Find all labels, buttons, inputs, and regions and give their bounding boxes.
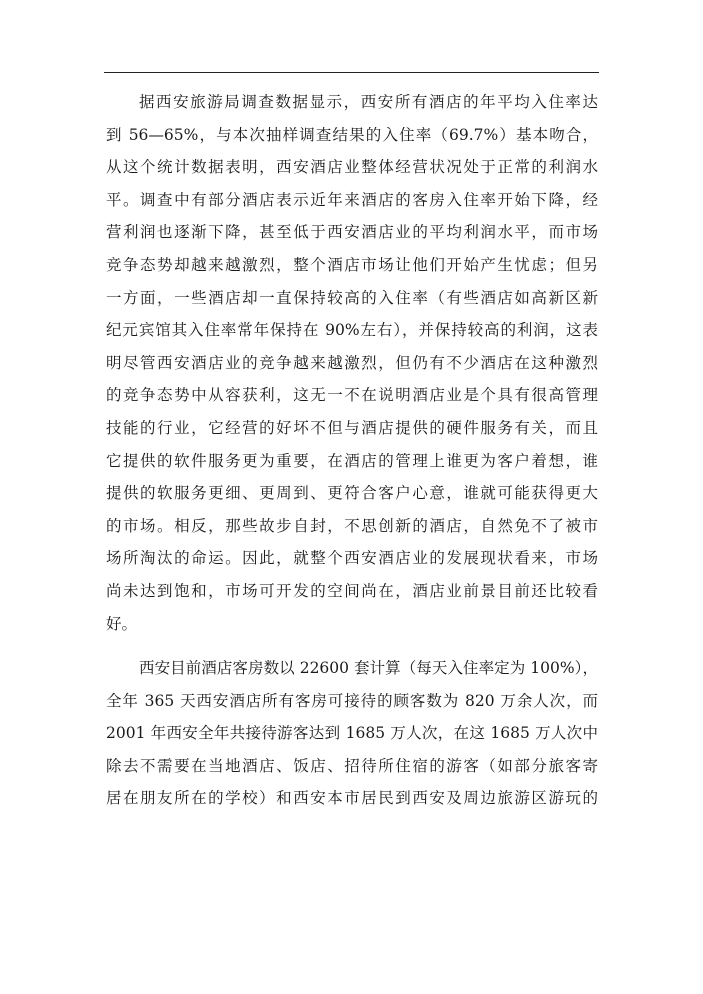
text-line: 纪元宾馆其入住率常年保持在 90%左右），并保持较高的利润，这表 — [106, 321, 598, 340]
paragraph-spacer — [106, 640, 598, 652]
text-line: 好。 — [106, 614, 138, 633]
paragraph-room-capacity — [106, 652, 598, 815]
text-line: 据西安旅游局调查数据显示，西安所有酒店的年平均入住率达 — [139, 93, 598, 111]
text-line: 场所淘汰的命运。因此，就整个西安酒店业的发展现状看来，市场 — [106, 549, 598, 568]
text-line: 平。调查中有部分酒店表示近年来酒店的客房入住率开始下降，经 — [106, 190, 598, 209]
text-line: 2001 年西安全年共接待游客达到 1685 万人次，在这 1685 万人次中 — [106, 724, 598, 743]
document-body — [106, 86, 598, 815]
text-line: 从这个统计数据表明，西安酒店业整体经营状况处于正常的利润水 — [106, 158, 598, 177]
text-line: 全年 365 天西安酒店所有客房可接待的顾客数为 820 万余人次，而 — [106, 691, 598, 710]
text-line: 它提供的软件服务更为重要，在酒店的管理上谁更为客户着想，谁 — [106, 451, 598, 470]
text-line: 一方面，一些酒店却一直保持较高的入住率（有些酒店如高新区新 — [106, 288, 598, 307]
text-line: 提供的软服务更细、更周到、更符合客户心意，谁就可能获得更大 — [106, 484, 598, 503]
text-line: 的竞争态势中从容获利，这无一不在说明酒店业是个具有很高管理 — [106, 386, 598, 405]
header-rule — [104, 72, 599, 73]
text-line: 除去不需要在当地酒店、饭店、招待所住宿的游客（如部分旅客寄 — [106, 756, 598, 775]
text-line: 营利润也逐渐下降，甚至低于西安酒店业的平均利润水平，而市场 — [106, 223, 598, 242]
text-line: 的市场。相反，那些故步自封，不思创新的酒店，自然免不了被市 — [106, 516, 598, 535]
text-line: 技能的行业，它经营的好坏不但与酒店提供的硬件服务有关，而且 — [106, 418, 598, 437]
text-line: 尚未达到饱和，市场可开发的空间尚在，酒店业前景目前还比较看 — [106, 581, 598, 600]
paragraph-hotel-occupancy — [106, 86, 598, 640]
text-line: 西安目前酒店客房数以 22600 套计算（每天入住率定为 100%）， — [139, 659, 598, 678]
text-line: 居在朋友所在的学校）和西安本市居民到西安及周边旅游区游玩的 — [106, 789, 598, 808]
text-line: 到 56—65%，与本次抽样调查结果的入住率（69.7%）基本吻合， — [106, 125, 598, 144]
text-line: 明尽管西安酒店业的竞争越来越激烈，但仍有不少酒店在这种激烈 — [106, 353, 598, 372]
text-line: 竞争态势却越来越激烈，整个酒店市场让他们开始产生忧虑；但另 — [106, 255, 598, 274]
